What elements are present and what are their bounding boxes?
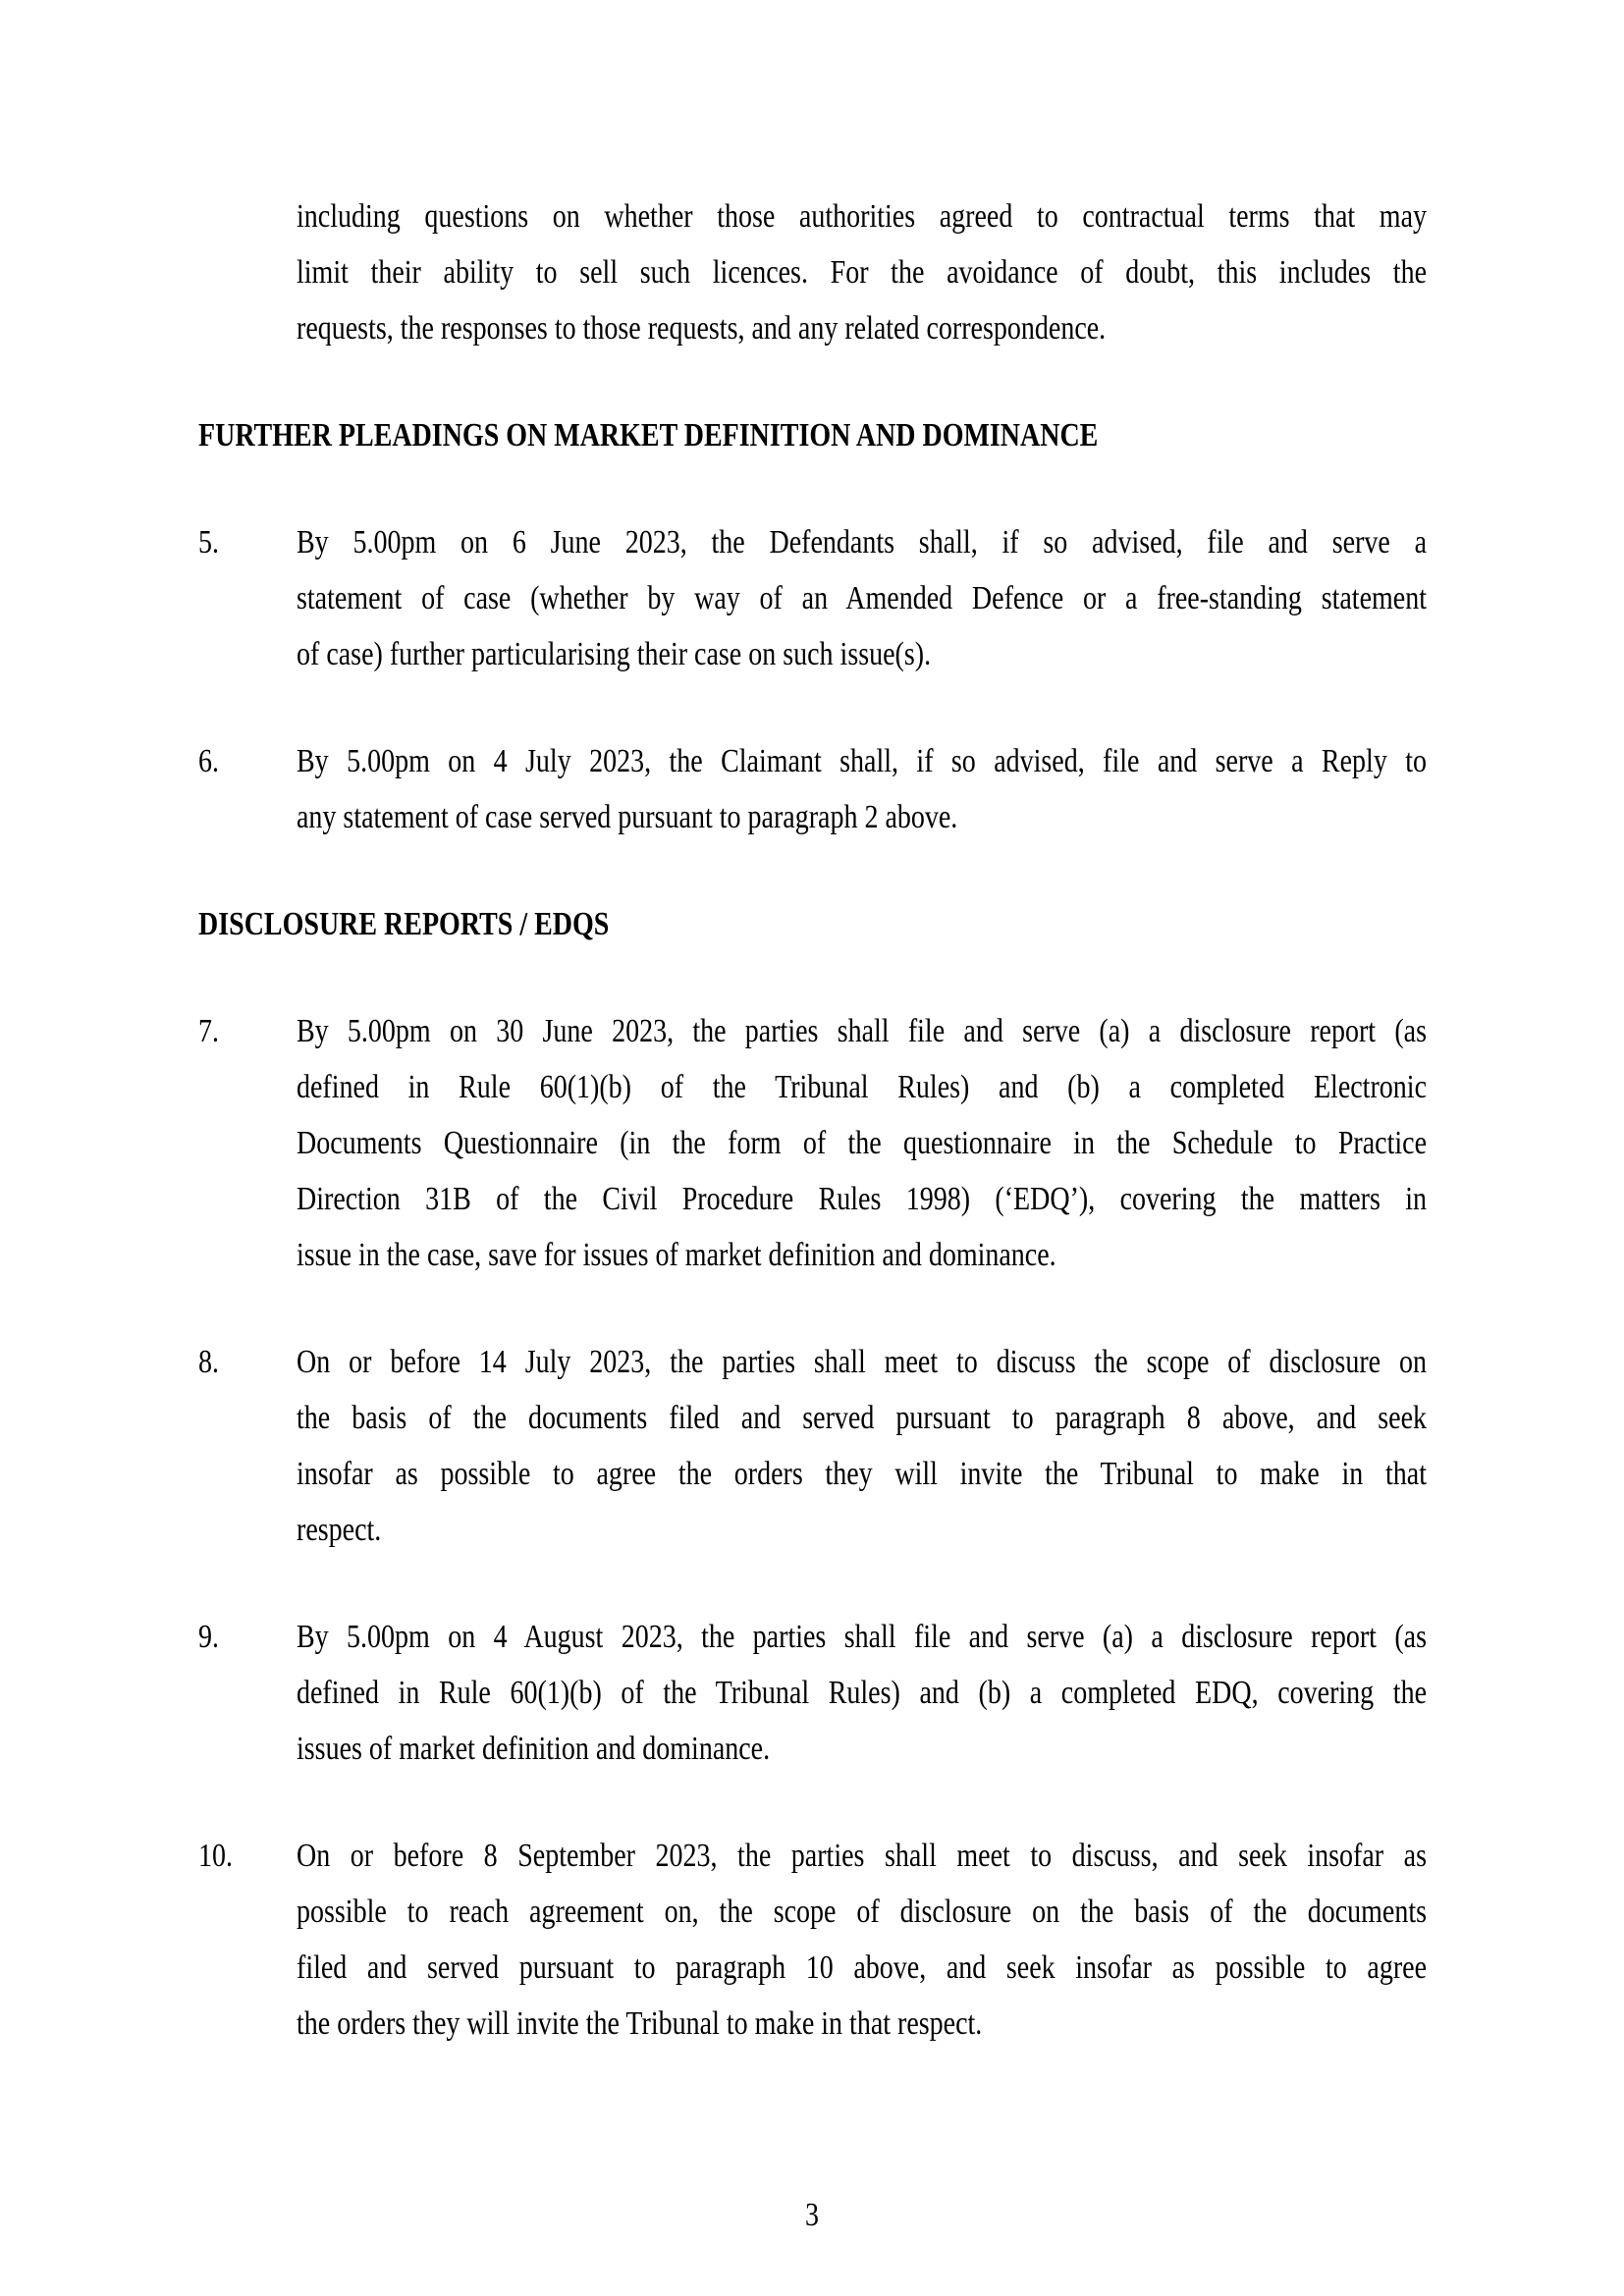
numbered-paragraph bbox=[198, 514, 1427, 682]
paragraph-line: including questions on whether those authorities agreed to contractual terms that may bbox=[297, 197, 1427, 236]
section-heading: DISCLOSURE REPORTS / EDQS bbox=[198, 905, 610, 943]
paragraph-line: defined in Rule 60(1)(b) of the Tribunal Rules) and (b) a completed Electronic bbox=[297, 1068, 1427, 1106]
paragraph-line: of case) further particularising their case on such issue(s). bbox=[297, 635, 932, 673]
paragraph-text bbox=[297, 1828, 1427, 2052]
paragraph-text bbox=[297, 1003, 1427, 1283]
paragraph-line: Documents Questionnaire (in the form of the questionnaire in the Schedule to Practice bbox=[297, 1124, 1427, 1162]
paragraph-line: statement of case (whether by way of an Amended Defence or a free-standing statement bbox=[297, 579, 1427, 617]
paragraph-line: limit their ability to sell such licences. For the avoidance of doubt, this includes the bbox=[297, 253, 1427, 292]
paragraph-line: filed and served pursuant to paragraph 10 above, and seek insofar as possible to agree bbox=[297, 1949, 1427, 1987]
section-heading: FURTHER PLEADINGS ON MARKET DEFINITION AND DOMINANCE bbox=[198, 416, 1099, 454]
paragraph-line: By 5.00pm on 6 June 2023, the Defendants shall, if so advised, file and serve a bbox=[297, 523, 1427, 561]
continuation-paragraph bbox=[198, 188, 1427, 356]
paragraph-line: Direction 31B of the Civil Procedure Rules 1998) (‘EDQ’), covering the matters in bbox=[297, 1180, 1427, 1218]
paragraph-number: 10. bbox=[198, 1837, 233, 1875]
page-number: 3 bbox=[805, 2196, 819, 2234]
numbered-paragraph bbox=[198, 1609, 1427, 1777]
paragraph-line: issue in the case, save for issues of market definition and dominance. bbox=[297, 1236, 1056, 1274]
paragraph-number: 8. bbox=[198, 1343, 219, 1381]
numbered-paragraph bbox=[198, 733, 1427, 845]
paragraph-number: 7. bbox=[198, 1012, 219, 1050]
paragraph-line: On or before 8 September 2023, the parties shall meet to discuss, and seek insofar as bbox=[297, 1837, 1427, 1875]
paragraph-number: 6. bbox=[198, 742, 219, 780]
paragraph-line: the basis of the documents filed and served pursuant to paragraph 8 above, and seek bbox=[297, 1399, 1427, 1437]
numbered-paragraph bbox=[198, 1003, 1427, 1283]
document-content bbox=[198, 188, 1427, 2052]
numbered-paragraph bbox=[198, 1828, 1427, 2052]
paragraph-text bbox=[297, 188, 1427, 356]
paragraph-line: insofar as possible to agree the orders they will invite the Tribunal to make in that bbox=[297, 1455, 1427, 1493]
paragraph-number: 9. bbox=[198, 1618, 219, 1656]
paragraph-line: defined in Rule 60(1)(b) of the Tribunal Rules) and (b) a completed EDQ, covering the bbox=[297, 1674, 1427, 1712]
paragraph-line: respect. bbox=[297, 1511, 382, 1549]
paragraph-line: possible to reach agreement on, the scope of disclosure on the basis of the documents bbox=[297, 1893, 1427, 1931]
paragraph-line: the orders they will invite the Tribunal to make in that respect. bbox=[297, 2004, 983, 2043]
paragraph-line: By 5.00pm on 30 June 2023, the parties shall file and serve (a) a disclosure report (as bbox=[297, 1012, 1427, 1050]
paragraph-line: requests, the responses to those requests, and any related correspondence. bbox=[297, 309, 1107, 347]
paragraph-line: By 5.00pm on 4 August 2023, the parties shall file and serve (a) a disclosure report (as bbox=[297, 1618, 1427, 1656]
paragraph-line: any statement of case served pursuant to paragraph 2 above. bbox=[297, 798, 958, 836]
paragraph-line: By 5.00pm on 4 July 2023, the Claimant shall, if so advised, file and serve a Reply to bbox=[297, 742, 1427, 780]
paragraph-text bbox=[297, 514, 1427, 682]
paragraph-number: 5. bbox=[198, 523, 219, 561]
paragraph-text bbox=[297, 1334, 1427, 1558]
paragraph-text bbox=[297, 733, 1427, 845]
numbered-paragraph bbox=[198, 1334, 1427, 1558]
paragraph-line: On or before 14 July 2023, the parties shall meet to discuss the scope of disclosure on bbox=[297, 1343, 1427, 1381]
paragraph-line: issues of market definition and dominance. bbox=[297, 1730, 771, 1768]
paragraph-text bbox=[297, 1609, 1427, 1777]
